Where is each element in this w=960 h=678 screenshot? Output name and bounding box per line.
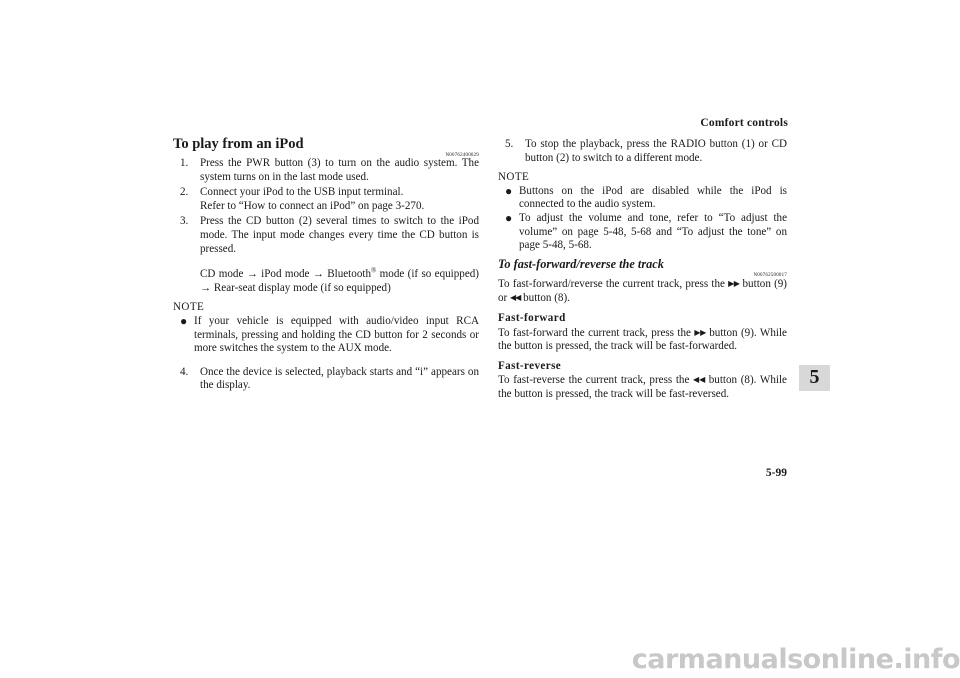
step-text-main: Connect your iPod to the USB input terminal. [200,186,404,199]
step-item [173,366,479,393]
page-number: 5-99 [765,467,787,479]
step-text: To stop the playback, press the RADIO button (1) or CD button (2) to switch to a different mode. [525,138,787,164]
fast-reverse-heading: Fast-reverse [498,359,562,372]
step-item [173,186,479,213]
note-label: NOTE [498,171,530,184]
subsection-title: To fast-forward/reverse the track [498,256,664,271]
section-code: N00762400029 [445,153,479,158]
note-bullet [498,185,787,212]
fast-forward-heading: Fast-forward [498,311,566,324]
note-text: To adjust the volume and tone, refer to “To adjust the volume” on page 5-48, 5-68 and “To adjust the tone” on page 5-48, 5-68. [519,211,787,252]
step-text: Press the CD button (2) several times to switch to the iPod mode. The input mode changes every time the CD button is pressed. [200,215,479,255]
fast-forward-icon: ▶▶ [728,278,740,288]
paragraph-intro: To fast-forward/reverse the current track, press the ▶▶ button (9) or ◀◀ button (8). [498,277,787,305]
step-text: Once the device is selected, playback starts and “i” appears on the display. [200,365,479,392]
page-header-title: Comfort controls [700,117,788,129]
right-column [498,138,787,402]
note-label: NOTE [173,301,205,314]
step-item [498,138,787,165]
subsection-heading [498,258,787,277]
note-text: If your vehicle is equipped with audio/video input RCA terminals, pressing and holding the CD button for 2 seconds or more switches the system to the AUX mode. [194,314,479,355]
bullet-icon: ● [505,183,513,198]
section-title: To play from an iPod [173,136,304,152]
step-cross-reference: Refer to “How to connect an iPod” on page 3-270. [200,199,425,212]
section-heading [173,138,479,157]
paragraph-fast-reverse: To fast-reverse the current track, press the ◀◀ button (8). While the button is pressed, the track will be fast-reversed. [498,374,787,400]
note-bullet [498,212,787,253]
subsection-code: N00762500017 [753,272,787,278]
step-text: Press the PWR button (3) to turn on the audio system. The system turns on in the last mode used. [200,157,479,183]
step-number: 5. [505,138,514,150]
step-number: 2. [180,186,189,199]
step-number: 4. [180,365,189,378]
step-number: 3. [180,215,189,228]
registered-mark: ® [371,266,377,275]
paragraph-fast-forward: To fast-forward the current track, press the ▶▶ button (9). While the button is pressed, the track will be fast-forwarded. [498,326,787,353]
mode-sequence-part-1: CD mode → iPod mode → Bluetooth [200,268,371,281]
step-text [200,186,479,213]
fast-reverse-icon: ◀◀ [693,375,706,385]
step-number: 1. [180,157,189,169]
fast-reverse-icon: ◀◀ [510,293,521,303]
bullet-icon: ● [505,210,513,225]
watermark-logo: carmanualsonline.info [631,644,960,675]
mode-sequence-part-2: mode (if so equipped) → Rear-seat display mode (if so equipped) [200,268,479,294]
fast-forward-icon: ▶▶ [694,327,706,337]
note-text: Buttons on the iPod are disabled while the iPod is connected to the audio system. [519,184,787,211]
mode-sequence [200,268,479,295]
note-bullet [173,315,479,356]
step-item [173,215,479,256]
left-column [173,138,479,395]
section-tab-number: 5 [809,366,820,388]
step-item [173,157,479,184]
bullet-icon: ● [180,313,188,328]
